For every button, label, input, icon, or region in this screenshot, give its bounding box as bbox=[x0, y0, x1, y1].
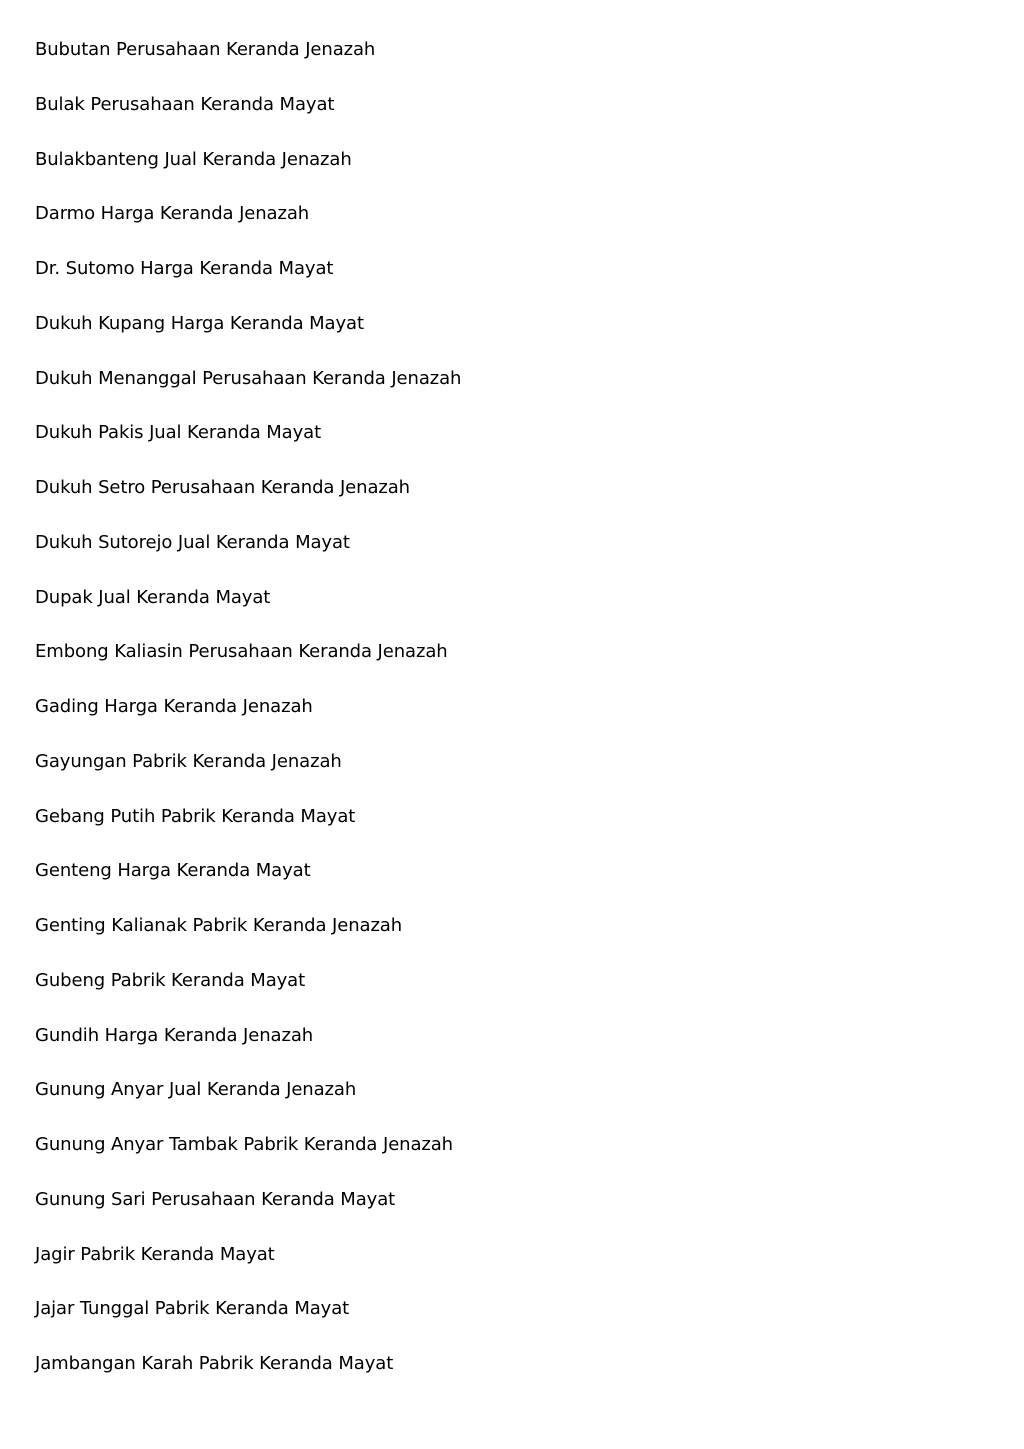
document-line: Darmo Harga Keranda Jenazah bbox=[35, 203, 310, 225]
document-line: Genteng Harga Keranda Mayat bbox=[35, 860, 311, 882]
document-line: Jagir Pabrik Keranda Mayat bbox=[35, 1243, 275, 1265]
document-line: Bubutan Perusahaan Keranda Jenazah bbox=[35, 39, 376, 60]
document-line: Dukuh Kupang Harga Keranda Mayat bbox=[35, 312, 364, 334]
document-line: Gebang Putih Pabrik Keranda Mayat bbox=[35, 805, 356, 827]
document-line: Genting Kalianak Pabrik Keranda Jenazah bbox=[35, 915, 403, 936]
document-line: Jambangan Karah Pabrik Keranda Mayat bbox=[35, 1353, 394, 1374]
document-line: Bulak Perusahaan Keranda Mayat bbox=[35, 93, 335, 115]
document-line: Gubeng Pabrik Keranda Mayat bbox=[35, 969, 306, 991]
document-line: Dr. Sutomo Harga Keranda Mayat bbox=[35, 258, 334, 279]
document-line: Gunung Anyar Jual Keranda Jenazah bbox=[35, 1079, 357, 1101]
document-line: Gunung Anyar Tambak Pabrik Keranda Jenazah bbox=[35, 1134, 453, 1155]
document-line: Dukuh Menanggal Perusahaan Keranda Jenazah bbox=[35, 367, 462, 389]
document-line: Gading Harga Keranda Jenazah bbox=[35, 696, 313, 717]
document-line: Gundih Harga Keranda Jenazah bbox=[35, 1024, 314, 1046]
document-line: Dukuh Setro Perusahaan Keranda Jenazah bbox=[35, 477, 410, 498]
document-line: Jajar Tunggal Pabrik Keranda Mayat bbox=[35, 1298, 350, 1320]
document-line: Dukuh Pakis Jual Keranda Mayat bbox=[35, 422, 322, 444]
document-line: Embong Kaliasin Perusahaan Keranda Jenazah bbox=[35, 641, 448, 663]
document-line: Dukuh Sutorejo Jual Keranda Mayat bbox=[35, 531, 350, 553]
document-line: Bulakbanteng Jual Keranda Jenazah bbox=[35, 148, 352, 170]
document-line: Gayungan Pabrik Keranda Jenazah bbox=[35, 750, 342, 772]
document-line-list bbox=[35, 36, 995, 1405]
document-line: Gunung Sari Perusahaan Keranda Mayat bbox=[35, 1188, 396, 1210]
document-line: Dupak Jual Keranda Mayat bbox=[35, 586, 271, 608]
